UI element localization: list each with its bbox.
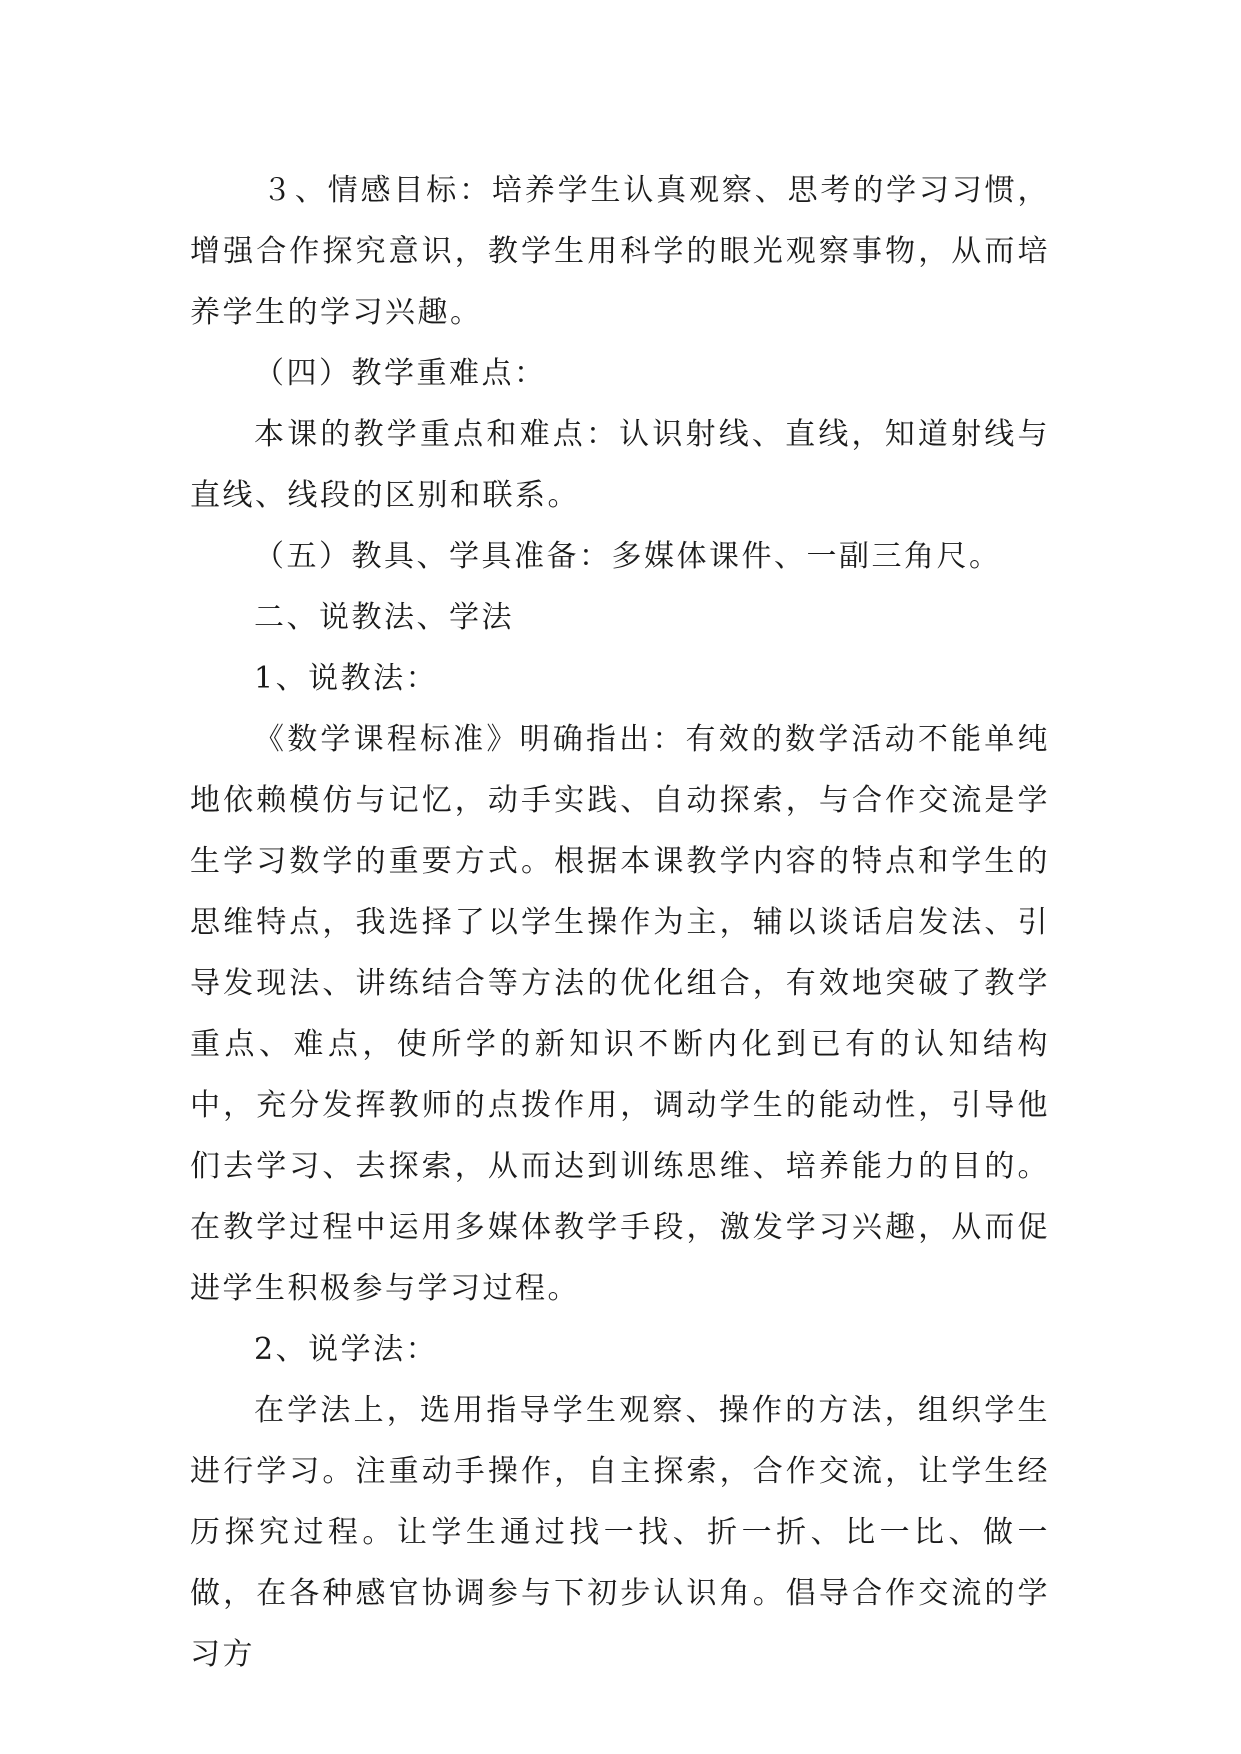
paragraph-key-difficulties: 本课的教学重点和难点：认识射线、直线，知道射线与直线、线段的区别和联系。	[190, 417, 1050, 513]
heading-key-difficulties: （四）教学重难点：	[254, 356, 547, 391]
paragraph-emotional-goal: ３、情感目标：培养学生认真观察、思考的学习习惯，增强合作探究意识，教学生用科学的眼光观察事物，从而培养学生的学习兴趣。	[190, 173, 1050, 330]
paragraph-teaching-method: 《数学课程标准》明确指出：有效的数学活动不能单纯地依赖模仿与记忆，动手实践、自动探索，与合作交流是学生学习数学的重要方式。根据本课教学内容的特点和学生的思维特点，我选择了以学生操作为主，辅以谈话启发法、引导发现法、讲练结合等方法的优化组合，有效地突破了教学重点、难点，使所学的新知识不断内化到已有的认知结构中，充分发挥教师的点拨作用，调动学生的能动性，引导他们去学习、去探索，从而达到训练思维、培养能力的目的。在教学过程中运用多媒体教学手段，激发学习兴趣，从而促进学生积极参与学习过程。	[190, 722, 1050, 1306]
heading-learning-method: 2、说学法：	[254, 1332, 439, 1367]
paragraph-teaching-aids: （五）教具、学具准备：多媒体课件、一副三角尺。	[254, 539, 1002, 574]
heading-teaching-methods: 二、说教法、学法	[254, 600, 514, 635]
paragraph-learning-method: 在学法上，选用指导学生观察、操作的方法，组织学生进行学习。注重动手操作，自主探索，合作交流，让学生经历探究过程。让学生通过找一找、折一折、比一比、做一做，在各种感官协调参与下初步认识角。倡导合作交流的学习方	[190, 1393, 1050, 1672]
heading-teaching-method: 1、说教法：	[254, 661, 439, 696]
document-body	[190, 160, 1050, 1685]
